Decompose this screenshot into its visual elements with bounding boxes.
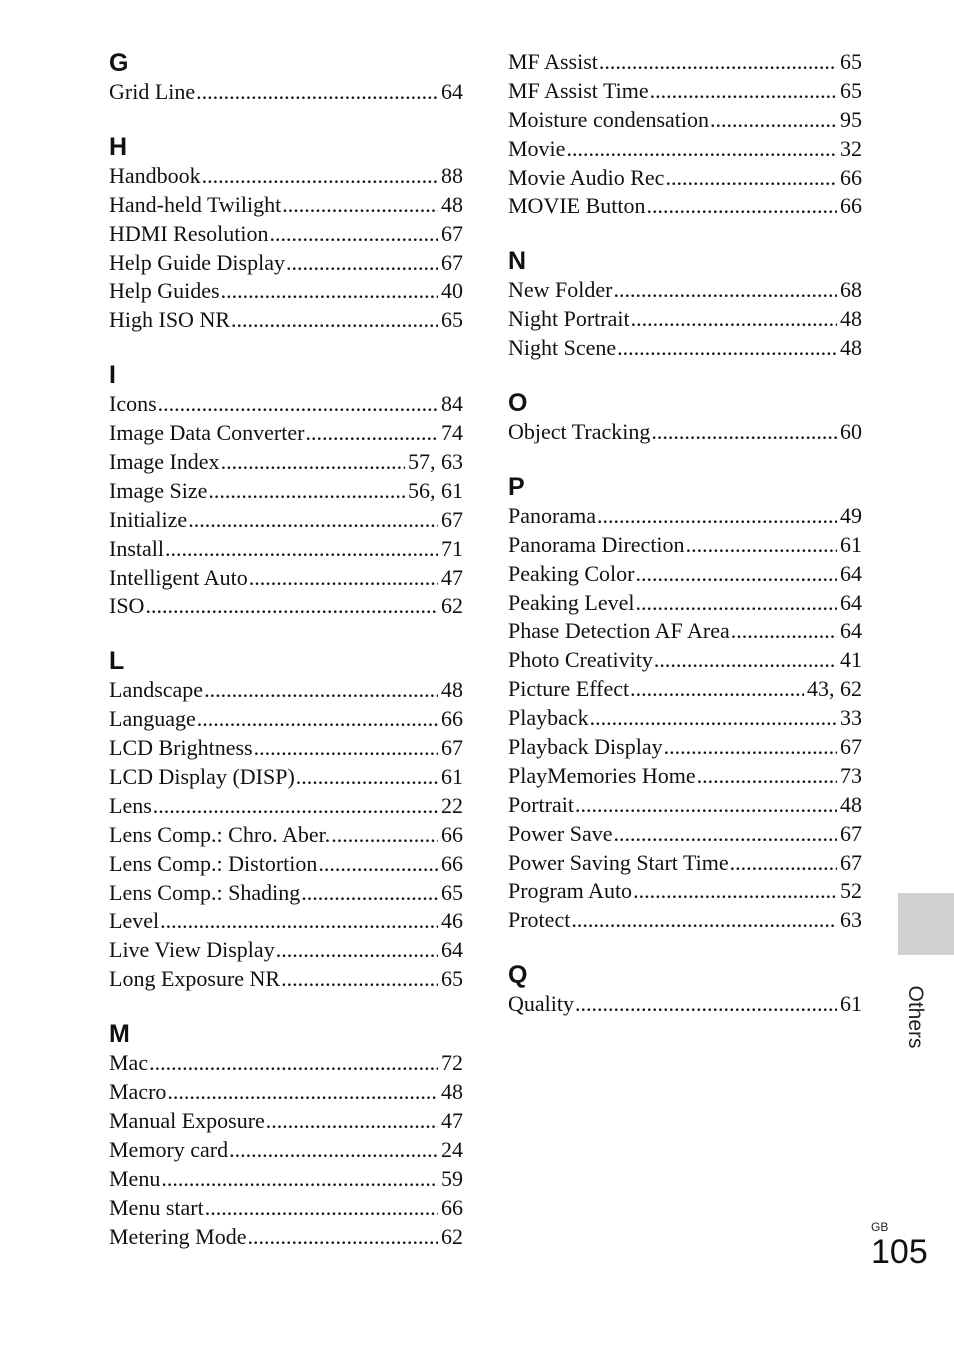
entry-term: MOVIE Button bbox=[508, 193, 646, 219]
index-entry bbox=[508, 560, 862, 589]
section-letter: N bbox=[508, 247, 527, 276]
entry-term: PlayMemories Home bbox=[508, 762, 696, 788]
section-letter: P bbox=[508, 472, 525, 501]
entry-term: High ISO NR bbox=[109, 307, 231, 333]
index-entry bbox=[109, 734, 463, 763]
dot-leader bbox=[731, 617, 837, 646]
dot-leader bbox=[276, 936, 438, 965]
index-entry bbox=[109, 1107, 463, 1136]
dot-leader bbox=[204, 676, 438, 705]
dot-leader bbox=[647, 192, 838, 221]
dot-leader bbox=[231, 306, 438, 335]
dot-leader bbox=[730, 849, 837, 878]
index-section bbox=[508, 246, 862, 363]
index-entry bbox=[109, 763, 463, 792]
entry-page: 66 bbox=[840, 193, 862, 219]
dot-leader bbox=[710, 106, 837, 135]
entry-page: 48 bbox=[840, 335, 862, 361]
entry-term: Peaking Color bbox=[508, 560, 635, 586]
entry-page: 24 bbox=[441, 1136, 463, 1162]
entry-page: 52 bbox=[840, 878, 862, 904]
dot-leader bbox=[153, 792, 438, 821]
entry-term: Protect bbox=[508, 907, 571, 933]
entry-page: 46 bbox=[441, 908, 463, 934]
dot-leader bbox=[613, 276, 837, 305]
entry-term: New Folder bbox=[508, 277, 613, 303]
index-entry bbox=[109, 277, 463, 306]
index-entry bbox=[508, 305, 862, 334]
index-entry bbox=[508, 135, 862, 164]
entry-term: Panorama Direction bbox=[508, 531, 685, 557]
entry-page: 48 bbox=[441, 1079, 463, 1105]
entry-page: 66 bbox=[441, 706, 463, 732]
dot-leader bbox=[266, 1107, 438, 1136]
index-entry bbox=[109, 1194, 463, 1223]
entry-page: 65 bbox=[840, 49, 862, 74]
entry-term: Handbook bbox=[109, 162, 201, 188]
entry-page: 61 bbox=[441, 764, 463, 790]
index-entry bbox=[508, 589, 862, 618]
index-column-right bbox=[508, 48, 862, 1044]
dot-leader bbox=[331, 821, 438, 850]
entry-page: 60 bbox=[840, 419, 862, 445]
entry-term: Movie Audio Rec bbox=[508, 164, 665, 190]
index-entry bbox=[109, 592, 463, 621]
index-entry bbox=[109, 448, 463, 477]
index-entry bbox=[109, 78, 463, 107]
entry-term: MF Assist Time bbox=[508, 77, 649, 103]
dot-leader bbox=[650, 77, 837, 106]
entry-term: Language bbox=[109, 706, 196, 732]
entry-page: 48 bbox=[441, 677, 463, 703]
entry-page: 43, 62 bbox=[807, 676, 862, 702]
entry-page: 67 bbox=[840, 820, 862, 846]
entry-term: Metering Mode bbox=[109, 1223, 247, 1249]
entry-page: 67 bbox=[840, 734, 862, 760]
entry-term: Photo Creativity bbox=[508, 647, 653, 673]
dot-leader bbox=[202, 162, 438, 191]
index-entry bbox=[109, 535, 463, 564]
index-entry bbox=[109, 477, 463, 506]
dot-leader bbox=[636, 560, 838, 589]
entry-term: Lens bbox=[109, 792, 152, 818]
entry-page: 64 bbox=[441, 79, 463, 104]
entry-term: Icons bbox=[109, 391, 157, 417]
index-entry bbox=[508, 733, 862, 762]
entry-term: Grid Line bbox=[109, 79, 196, 104]
dot-leader bbox=[566, 135, 837, 164]
index-entry bbox=[109, 676, 463, 705]
entry-page: 67 bbox=[441, 735, 463, 761]
dot-leader bbox=[599, 48, 837, 77]
index-section bbox=[109, 48, 463, 107]
dot-leader bbox=[665, 164, 837, 193]
index-entry bbox=[508, 762, 862, 791]
index-entry bbox=[508, 617, 862, 646]
entry-term: LCD Display (DISP) bbox=[109, 764, 295, 790]
entry-page: 88 bbox=[441, 162, 463, 188]
entry-term: Help Guide Display bbox=[109, 249, 285, 275]
index-entry bbox=[508, 106, 862, 135]
entry-page: 61 bbox=[840, 531, 862, 557]
index-entry bbox=[508, 791, 862, 820]
dot-leader bbox=[631, 305, 837, 334]
dot-leader bbox=[301, 879, 438, 908]
index-entry bbox=[508, 646, 862, 675]
entry-page: 41 bbox=[840, 647, 862, 673]
entry-term: LCD Brightness bbox=[109, 735, 253, 761]
entry-page: 66 bbox=[441, 850, 463, 876]
entry-page: 67 bbox=[441, 506, 463, 532]
dot-leader bbox=[664, 733, 837, 762]
entry-page: 65 bbox=[441, 879, 463, 905]
dot-leader bbox=[286, 249, 438, 278]
entry-page: 66 bbox=[441, 1194, 463, 1220]
index-entry bbox=[109, 249, 463, 278]
entry-page: 22 bbox=[441, 792, 463, 818]
dot-leader bbox=[654, 646, 837, 675]
section-letter: I bbox=[109, 361, 116, 390]
section-tab-label: Others bbox=[904, 985, 927, 1049]
dot-leader bbox=[617, 334, 837, 363]
dot-leader bbox=[165, 535, 438, 564]
entry-page: 32 bbox=[840, 135, 862, 161]
dot-leader bbox=[590, 704, 837, 733]
dot-leader bbox=[161, 1165, 438, 1194]
entry-page: 64 bbox=[840, 618, 862, 644]
entry-term: Power Save bbox=[508, 820, 613, 846]
dot-leader bbox=[208, 477, 405, 506]
entry-term: Long Exposure NR bbox=[109, 966, 281, 992]
entry-term: Hand-held Twilight bbox=[109, 191, 282, 217]
dot-leader bbox=[167, 1078, 438, 1107]
entry-term: Night Scene bbox=[508, 335, 617, 361]
entry-page: 95 bbox=[840, 106, 862, 132]
entry-page: 65 bbox=[840, 77, 862, 103]
dot-leader bbox=[613, 820, 837, 849]
entry-term: Picture Effect bbox=[508, 676, 630, 702]
index-entry bbox=[508, 820, 862, 849]
index-entry bbox=[508, 531, 862, 560]
index-section bbox=[508, 472, 862, 935]
entry-page: 40 bbox=[441, 278, 463, 304]
entry-page: 66 bbox=[840, 164, 862, 190]
entry-page: 47 bbox=[441, 564, 463, 590]
entry-page: 47 bbox=[441, 1107, 463, 1133]
entry-page: 72 bbox=[441, 1050, 463, 1076]
index-section bbox=[109, 132, 463, 335]
dot-leader bbox=[597, 502, 837, 531]
entry-term: Menu start bbox=[109, 1194, 204, 1220]
index-entry bbox=[109, 419, 463, 448]
dot-leader bbox=[188, 506, 438, 535]
dot-leader bbox=[282, 191, 438, 220]
index-entry bbox=[508, 990, 862, 1019]
index-section bbox=[508, 48, 862, 221]
entry-term: Initialize bbox=[109, 506, 188, 532]
entry-page: 65 bbox=[441, 307, 463, 333]
index-entry bbox=[109, 191, 463, 220]
dot-leader bbox=[635, 589, 837, 618]
index-section bbox=[109, 646, 463, 994]
index-entry bbox=[508, 77, 862, 106]
entry-term: HDMI Resolution bbox=[109, 220, 269, 246]
entry-term: Level bbox=[109, 908, 160, 934]
dot-leader bbox=[575, 990, 837, 1019]
entry-term: Mac bbox=[109, 1050, 149, 1076]
index-entry bbox=[508, 164, 862, 193]
index-entry bbox=[109, 1136, 463, 1165]
dot-leader bbox=[318, 850, 438, 879]
dot-leader bbox=[630, 675, 804, 704]
entry-page: 67 bbox=[840, 849, 862, 875]
index-entry bbox=[109, 850, 463, 879]
entry-term: Lens Comp.: Chro. Aber. bbox=[109, 821, 331, 847]
entry-page: 61 bbox=[840, 991, 862, 1017]
dot-leader bbox=[686, 531, 837, 560]
index-entry bbox=[508, 418, 862, 447]
section-letter: Q bbox=[508, 961, 528, 990]
dot-leader bbox=[575, 791, 837, 820]
dot-leader bbox=[149, 1049, 438, 1078]
entry-term: Playback Display bbox=[508, 734, 663, 760]
entry-term: Image Data Converter bbox=[109, 420, 305, 446]
entry-term: Manual Exposure bbox=[109, 1107, 265, 1133]
entry-term: Landscape bbox=[109, 677, 204, 703]
entry-page: 67 bbox=[441, 220, 463, 246]
entry-term: Night Portrait bbox=[508, 306, 630, 332]
entry-term: Install bbox=[109, 535, 164, 561]
index-entry bbox=[109, 907, 463, 936]
section-letter: G bbox=[109, 49, 129, 77]
entry-term: Intelligent Auto bbox=[109, 564, 248, 590]
entry-page: 48 bbox=[840, 791, 862, 817]
index-entry bbox=[508, 502, 862, 531]
entry-page: 62 bbox=[441, 593, 463, 619]
dot-leader bbox=[196, 78, 438, 107]
index-entry bbox=[109, 306, 463, 335]
dot-leader bbox=[697, 762, 837, 791]
entry-page: 62 bbox=[441, 1223, 463, 1249]
page-number: 105 bbox=[871, 1233, 928, 1271]
entry-page: 74 bbox=[441, 420, 463, 446]
entry-page: 65 bbox=[441, 966, 463, 992]
dot-leader bbox=[197, 705, 438, 734]
entry-page: 67 bbox=[441, 249, 463, 275]
section-letter: H bbox=[109, 132, 128, 161]
entry-page: 84 bbox=[441, 391, 463, 417]
entry-page: 66 bbox=[441, 821, 463, 847]
index-entry bbox=[508, 906, 862, 935]
dot-leader bbox=[158, 390, 438, 419]
entry-term: MF Assist bbox=[508, 49, 598, 74]
dot-leader bbox=[633, 877, 837, 906]
entry-term: Panorama bbox=[508, 502, 596, 528]
index-section bbox=[109, 1019, 463, 1251]
section-letter: L bbox=[109, 647, 125, 676]
index-section bbox=[508, 960, 862, 1019]
index-entry bbox=[109, 821, 463, 850]
entry-term: Portrait bbox=[508, 791, 574, 817]
entry-page: 71 bbox=[441, 535, 463, 561]
index-section bbox=[508, 388, 862, 447]
index-entry bbox=[508, 334, 862, 363]
index-entry bbox=[109, 162, 463, 191]
entry-page: 57, 63 bbox=[408, 449, 463, 475]
entry-term: Lens Comp.: Shading bbox=[109, 879, 301, 905]
entry-page: 59 bbox=[441, 1165, 463, 1191]
entry-page: 64 bbox=[840, 560, 862, 586]
dot-leader bbox=[651, 418, 837, 447]
index-entry bbox=[508, 192, 862, 221]
index-entry bbox=[109, 1078, 463, 1107]
entry-page: 33 bbox=[840, 705, 862, 731]
section-tab bbox=[898, 893, 954, 955]
index-entry bbox=[508, 675, 862, 704]
entry-page: 48 bbox=[441, 191, 463, 217]
index-entry bbox=[508, 877, 862, 906]
entry-term: Object Tracking bbox=[508, 419, 651, 445]
entry-page: 63 bbox=[840, 907, 862, 933]
entry-term: Live View Display bbox=[109, 937, 275, 963]
index-entry bbox=[109, 936, 463, 965]
dot-leader bbox=[254, 734, 438, 763]
entry-term: Peaking Level bbox=[508, 589, 635, 615]
index-entry bbox=[508, 276, 862, 305]
entry-term: Power Saving Start Time bbox=[508, 849, 729, 875]
entry-term: Menu bbox=[109, 1165, 161, 1191]
entry-term: Image Size bbox=[109, 477, 208, 503]
index-entry bbox=[109, 220, 463, 249]
entry-term: Image Index bbox=[109, 449, 220, 475]
dot-leader bbox=[571, 906, 837, 935]
index-entry bbox=[109, 1049, 463, 1078]
entry-page: 48 bbox=[840, 306, 862, 332]
dot-leader bbox=[205, 1194, 438, 1223]
index-entry bbox=[508, 849, 862, 878]
entry-term: Playback bbox=[508, 705, 589, 731]
entry-page: 68 bbox=[840, 277, 862, 303]
entry-page: 64 bbox=[840, 589, 862, 615]
entry-term: Memory card bbox=[109, 1136, 229, 1162]
index-entry bbox=[109, 564, 463, 593]
entry-term: Macro bbox=[109, 1079, 167, 1105]
entry-term: Phase Detection AF Area bbox=[508, 618, 730, 644]
section-letter: O bbox=[508, 389, 528, 418]
entry-page: 49 bbox=[840, 502, 862, 528]
entry-page: 64 bbox=[441, 937, 463, 963]
dot-leader bbox=[229, 1136, 438, 1165]
dot-leader bbox=[221, 277, 438, 306]
index-entry bbox=[109, 879, 463, 908]
dot-leader bbox=[221, 448, 405, 477]
index-entry bbox=[109, 1165, 463, 1194]
index-entry bbox=[109, 1223, 463, 1252]
index-entry bbox=[109, 792, 463, 821]
dot-leader bbox=[249, 564, 438, 593]
entry-term: Quality bbox=[508, 991, 574, 1017]
index-entry bbox=[109, 705, 463, 734]
index-entry bbox=[508, 704, 862, 733]
dot-leader bbox=[305, 419, 438, 448]
entry-term: Moisture condensation bbox=[508, 106, 710, 132]
dot-leader bbox=[270, 220, 439, 249]
index-entry bbox=[508, 48, 862, 77]
entry-term: ISO bbox=[109, 593, 145, 619]
section-letter: M bbox=[109, 1020, 130, 1049]
index-column-left bbox=[109, 48, 463, 1276]
dot-leader bbox=[160, 907, 438, 936]
dot-leader bbox=[145, 592, 438, 621]
entry-term: Movie bbox=[508, 135, 566, 161]
index-entry bbox=[109, 390, 463, 419]
entry-page: 56, 61 bbox=[408, 477, 463, 503]
entry-page: 73 bbox=[840, 762, 862, 788]
dot-leader bbox=[296, 763, 438, 792]
index-section bbox=[109, 360, 463, 621]
entry-term: Program Auto bbox=[508, 878, 633, 904]
entry-term: Help Guides bbox=[109, 278, 220, 304]
region-code: GB bbox=[871, 1220, 889, 1234]
dot-leader bbox=[281, 965, 438, 994]
index-entry bbox=[109, 506, 463, 535]
dot-leader bbox=[247, 1223, 438, 1252]
index-entry bbox=[109, 965, 463, 994]
entry-term: Lens Comp.: Distortion bbox=[109, 850, 318, 876]
